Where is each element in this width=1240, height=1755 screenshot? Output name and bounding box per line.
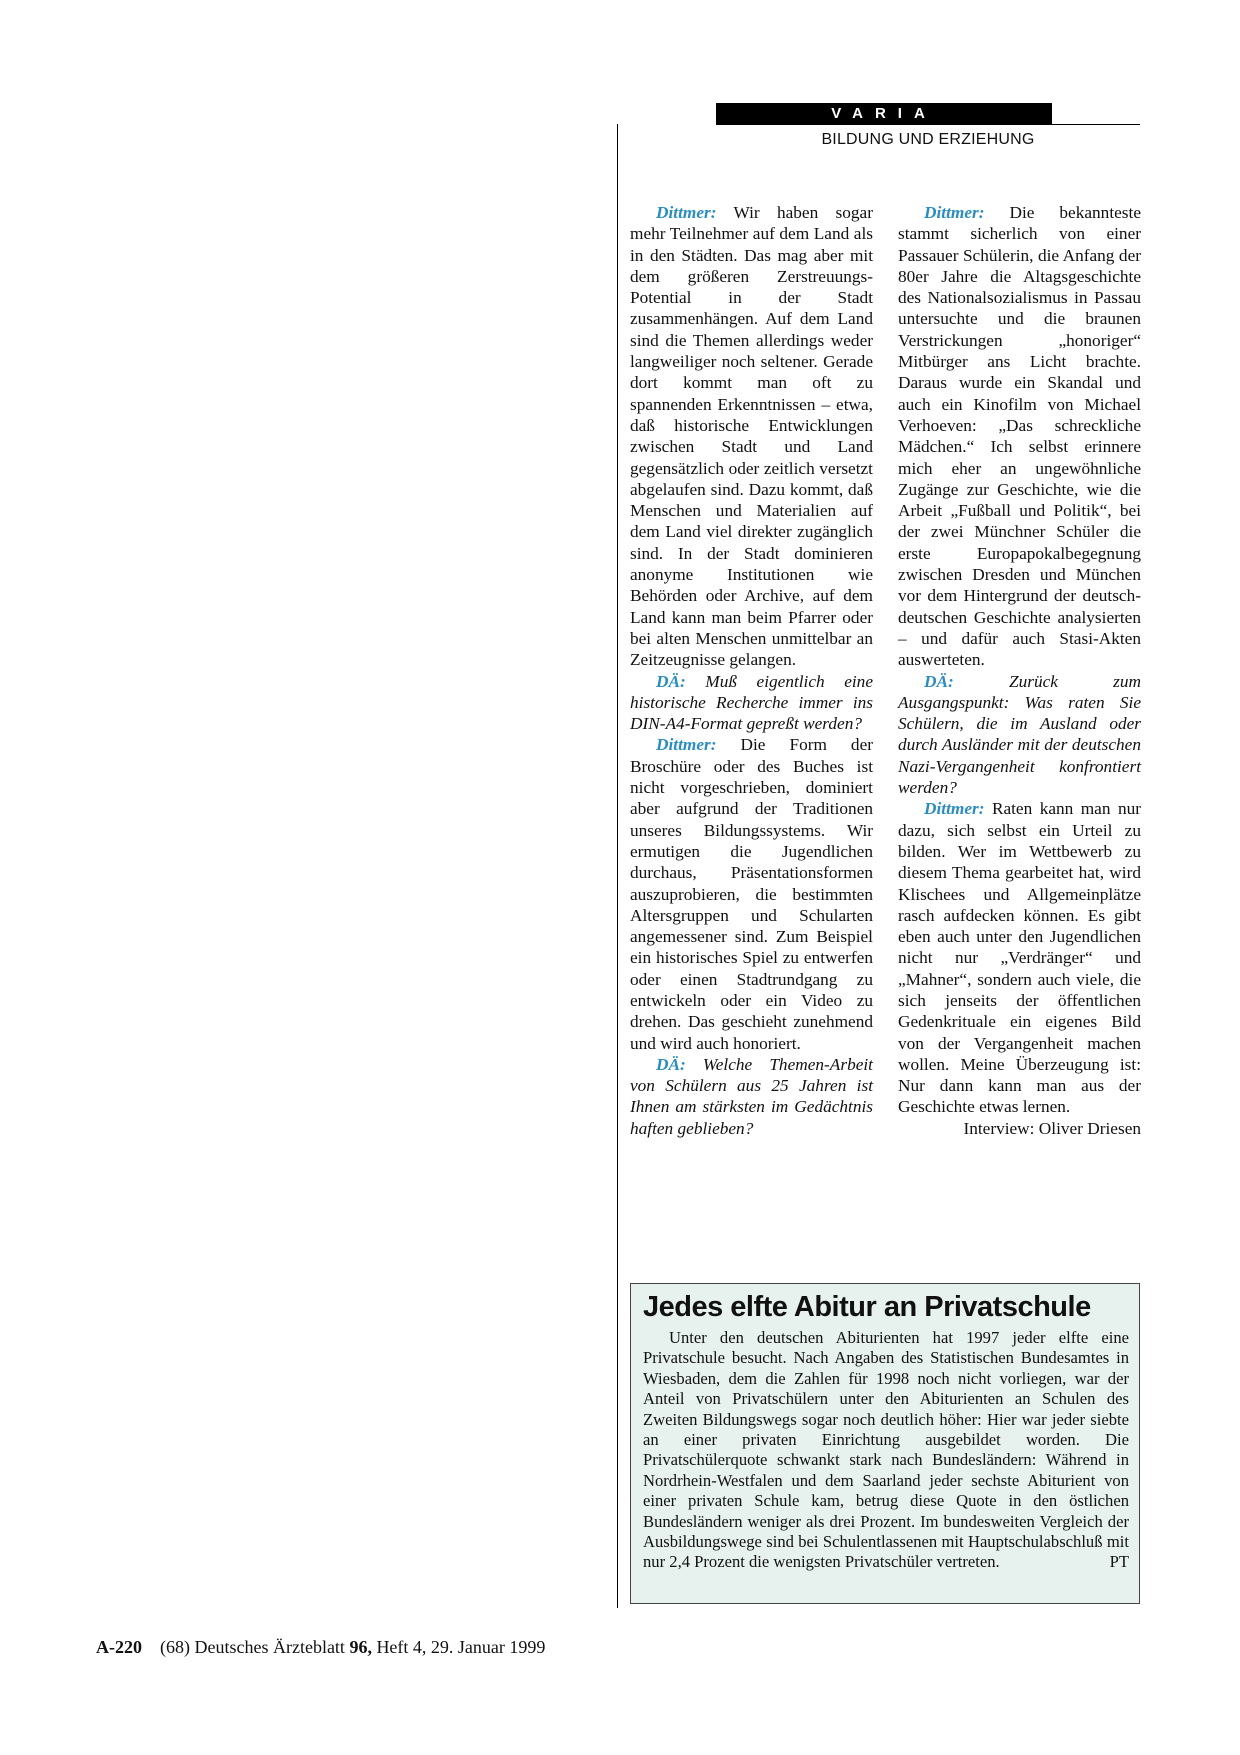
question-text: Welche Themen-Arbeit von Schülern aus 25 Jahren ist Ihnen am stärksten im Gedächtnis haften geblieben? bbox=[630, 1054, 873, 1138]
paragraph-text: Die Form der Broschüre oder des Buches ist nicht vorgeschrieben, dominiert aber aufgrund der Traditionen unseres Bildungssystems. Wir ermutigen die Jugendlichen durchaus, Präsentationsformen auszuprobieren, die bestimmten Altersgruppen und Schularten angemessener sind. Zum Beispiel ein historisches Spiel zu entwerfen oder einen Stadtrundgang zu entwickeln oder ein Video zu drehen. Das geschieht zunehmend und wird auch honoriert. bbox=[630, 735, 873, 1053]
question bbox=[630, 671, 873, 735]
speaker-label: Dittmer: bbox=[924, 203, 985, 222]
issue-date: Heft 4, 29. Januar 1999 bbox=[376, 1637, 546, 1657]
news-box bbox=[630, 1283, 1140, 1604]
article-column-1 bbox=[630, 202, 873, 1139]
paragraph-text: Die bekannteste stammt sicherlich von einer Passauer Schülerin, die Anfang der 80er Jahre die Altagsgeschichte des Nationalsozialismus in Passau untersuchte und die braunen Verstrickungen „honoriger“ Mitbürger ans Licht brachte. Daraus wurde ein Skandal und auch ein Kinofilm von Michael Verhoeven: „Das schreckliche Mädchen.“ Ich selbst erinnere mich eher an ungewöhnliche Zugänge zur Geschichte, wie die Arbeit „Fußball und Politik“, bei der zwei Münchner Schüler die erste Europapokalbegegnung zwischen Dresden und München vor dem Hintergrund der deutsch-deutschen Geschichte analysierten – und dafür auch Stasi-Akten auswerteten. bbox=[898, 203, 1141, 670]
question bbox=[630, 1054, 873, 1139]
paragraph bbox=[630, 202, 873, 671]
speaker-label: DÄ: bbox=[924, 671, 954, 691]
paragraph bbox=[898, 798, 1141, 1117]
section-banner: VARIA bbox=[716, 103, 1052, 124]
paragraph-text: Raten kann man nur dazu, sich selbst ein Urteil zu bilden. Wer im Wettbewerb zu diesem Thema gearbeitet hat, wird Klischees und Allgemeinplätze rasch aufdecken können. Es gibt eben auch unter den Jugendlichen nicht nur „Verdränger“ und „Mahner“, sondern auch viele, die sich jenseits der öffentlichen Gedenkrituale ein eigenes Bild von der Vergangenheit machen wollen. Meine Überzeugung ist: Nur dann kann man aus der Geschichte etwas lernen. bbox=[898, 799, 1141, 1117]
question-text: Muß eigentlich eine historische Recherche immer ins DIN-A4-Format gepreßt werden? bbox=[630, 671, 873, 734]
subsection-label: BILDUNG UND ERZIEHUNG bbox=[821, 131, 1035, 148]
volume-number: 96, bbox=[349, 1637, 372, 1657]
article-column-2 bbox=[898, 202, 1141, 1139]
paragraph-text: Wir haben sogar mehr Teilnehmer auf dem Land als in den Städten. Das mag aber mit dem größeren Zerstreuungs-Potential in der Stadt zusammenhängen. Auf dem Land sind die Themen allerdings weder langweiliger noch seltener. Gerade dort kommt man oft zu spannenden Erkenntnissen – etwa, daß historische Entwicklungen zwischen Stadt und Land gegensätzlich oder zeitlich versetzt abgelaufen sind. Dazu kommt, daß Menschen und Materialien auf dem Land viel direkter zugänglich sind. In der Stadt dominieren anonyme Institutionen wie Behörden oder Archive, auf dem Land kann man beim Pfarrer oder bei alten Menschen unmittelbar an Zeitzeugnisse gelangen. bbox=[630, 203, 873, 670]
header-rule bbox=[716, 124, 1140, 125]
speaker-label: Dittmer: bbox=[656, 735, 717, 755]
speaker-label: Dittmer: bbox=[656, 203, 717, 222]
box-body bbox=[643, 1328, 1129, 1573]
box-title: Jedes elfte Abitur an Privatschule bbox=[643, 1291, 1091, 1323]
journal-name: (68) Deutsches Ärzteblatt bbox=[160, 1637, 345, 1657]
page-number: A-220 bbox=[96, 1637, 142, 1657]
speaker-label: DÄ: bbox=[656, 1054, 686, 1074]
page-footer bbox=[96, 1636, 545, 1658]
box-text: Unter den deutschen Abiturienten hat 1997 jeder elfte eine Privatschule besucht. Nach Angaben des Statistischen Bundesamtes in Wiesbaden, dem die Zahlen für 1998 noch nicht vorliegen, war der Anteil von Privatschülern unter den Abiturienten an Schulen des Zweiten Bildungswegs sogar noch deutlich höher: Hier war jeder siebte an einer privaten Einrichtung ausgebildet worden. Die Privatschülerquote schwankt stark nach Bundesländern: Während in Nordrhein-Westfalen und dem Saarland jeder sechste Abiturient von einer privaten Schule kam, betrug diese Quote in den östlichen Bundesländern weniger als drei Prozent. Im bundesweiten Vergleich der Ausbildungswege sind bei Schulentlassenen mit Hauptschulabschluß mit nur 2,4 Prozent die wenigsten Privatschüler vertreten. bbox=[643, 1328, 1129, 1572]
speaker-label: DÄ: bbox=[656, 671, 686, 691]
box-signature: PT bbox=[1109, 1552, 1129, 1572]
column-rule bbox=[617, 124, 618, 1608]
paragraph bbox=[630, 734, 873, 1053]
question bbox=[898, 671, 1141, 799]
question-text: Zurück zum Ausgangspunkt: Was raten Sie Schülern, die im Ausland oder durch Ausländer mit der deutschen Nazi-Vergangenheit konfrontiert werden? bbox=[898, 671, 1141, 798]
paragraph bbox=[898, 202, 1141, 671]
speaker-label: Dittmer: bbox=[924, 799, 985, 819]
interview-credit: Interview: Oliver Driesen bbox=[963, 1118, 1141, 1138]
